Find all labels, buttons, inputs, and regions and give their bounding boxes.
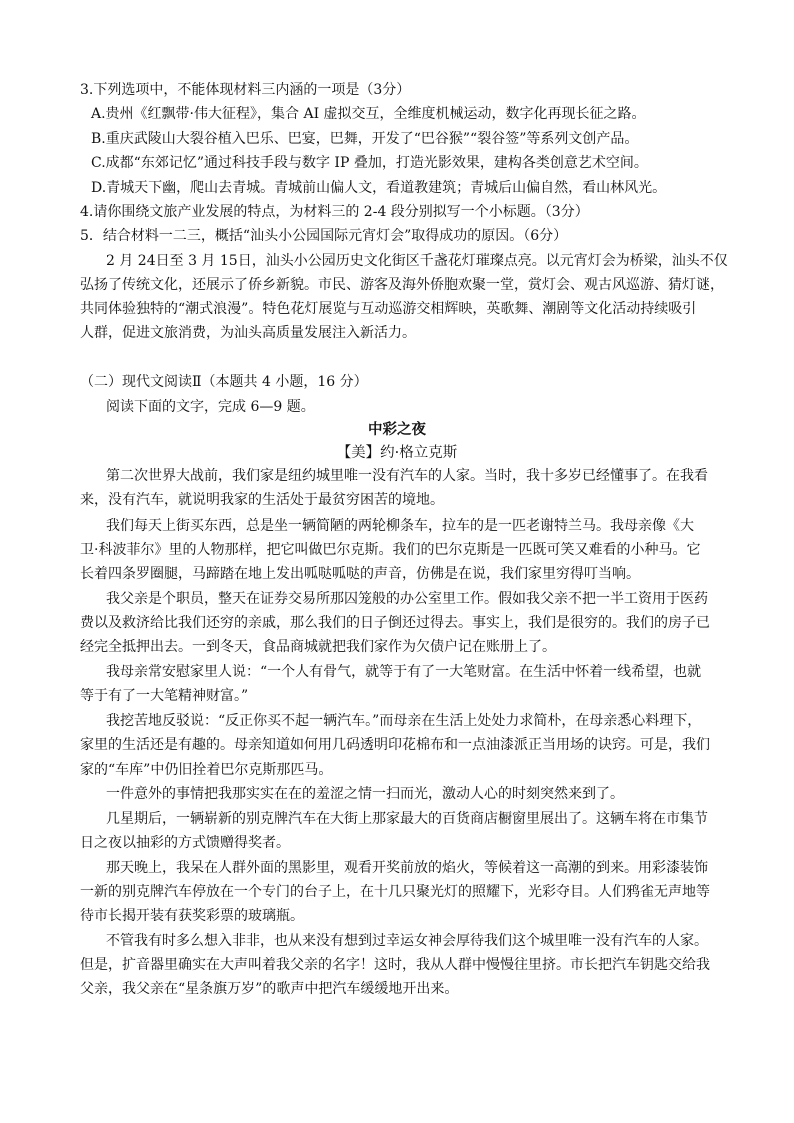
story-line: 不管我有时多么想入非非，也从来没有想到过幸运女神会厚待我们这个城里唯一没有汽车的人家。 (106, 933, 708, 949)
story-line: 那天晚上，我呆在人群外面的黑影里，观看开奖前放的焰火，等候着这一高潮的到来。用彩漆装饰 (106, 860, 708, 876)
story-line: 父亲，我父亲在“星条旗万岁”的歌声中把汽车缓缓地开出来。 (80, 981, 459, 997)
story-line: 经完全抵押出去。一到冬天，食品商城就把我们家作为欠债户记在账册上了。 (80, 639, 556, 655)
story-line: 我挖苦地反驳说：“反正你买不起一辆汽车。”而母亲在生活上处处力求简朴，在母亲悉心料理下， (106, 713, 702, 729)
question-3-option-c: C.成都“东郊记忆”通过科技手段与数字 IP 叠加，打造光影效果，建构各类创意艺术空间。 (91, 155, 648, 171)
question-3-option-d: D.青城天下幽，爬山去青城。青城前山偏人文，看道教建筑；青城后山偏自然，看山林风光。 (91, 180, 667, 196)
question-5-passage-line: 弘扬了传统文化，还展示了侨乡新貌。市民、游客及海外侨胞欢聚一堂，赏灯会、观古风巡游、猜灯谜， (80, 277, 724, 293)
story-line: 家的“车库”中仍旧拴着巴尔克斯那匹马。 (80, 762, 333, 778)
question-3-option-a: A.贵州《红飘带·伟大征程》，集合 AI 虚拟交互，全维度机械运动，数字化再现长征之路。 (91, 106, 646, 122)
story-title: 中彩之夜 (368, 421, 426, 438)
story-line: 我父亲是个职员，整天在证券交易所那囚笼般的办公室里工作。假如我父亲不把一半工资用于医药 (106, 591, 708, 607)
story-line: 我母亲常安慰家里人说：“一个人有骨气，就等于有了一大笔财富。在生活中怀着一线希望，也就 (106, 664, 702, 680)
story-line: 卫·科波菲尔》里的人物那样，把它叫做巴尔克斯。我们的巴尔克斯是一匹既可笑又难看的小种马。它 (80, 542, 701, 558)
story-line: 来，没有汽车，就说明我家的生活处于最贫穷困苦的境地。 (80, 492, 444, 508)
question-5: 5．结合材料一二三，概括“汕头小公园国际元宵灯会”取得成功的原因。（6分） (80, 228, 568, 244)
story-line: 几星期后，一辆崭新的别克牌汽车在大街上那家最大的百货商店橱窗里展出了。这辆车将在市集节 (106, 811, 708, 827)
question-3-stem: 3.下列选项中，不能体现材料三内涵的一项是（3分） (80, 82, 411, 98)
story-line: 长着四条罗圈腿，马蹄踏在地上发出呱哒呱哒的声音，仿佛是在说，我们家里穷得叮当响。 (80, 566, 640, 582)
story-line: 等于有了一大笔精神财富。” (80, 688, 249, 704)
story-line: 第二次世界大战前，我们家是纽约城里唯一没有汽车的人家。当时，我十多岁已经懂事了。在我看 (106, 468, 708, 484)
story-line: 家里的生活还是有趣的。母亲知道如何用几码透明印花棉布和一点油漆派正当用场的诀窍。可是，我们 (80, 737, 710, 753)
story-line: 费以及救济给比我们还穷的亲戚，那么我们的日子倒还过得去。事实上，我们是很穷的。我们的房子已 (80, 615, 710, 631)
story-line: 我们每天上街买东西，总是坐一辆简陋的两轮柳条车，拉车的是一匹老谢特兰马。我母亲像《大 (106, 518, 694, 534)
story-author: 【美】约·格立克斯 (336, 445, 458, 461)
question-4: 4.请你围绕文旅产业发展的特点，为材料三的 2-4 段分别拟写一个小标题。（3分） (80, 204, 589, 220)
question-5-passage-line: 共同体验独特的“潮式浪漫”。特色花灯展览与互动巡游交相辉映，英歌舞、潮剧等文化活动持续吸引 (80, 301, 697, 317)
story-line: 一件意外的事情把我那实实在在的羞涩之情一扫而光，激动人心的时刻突然来到了。 (106, 786, 624, 802)
question-5-passage-line: 人群，促进文旅消费，为汕头高质量发展注入新活力。 (80, 325, 416, 341)
section-instruction: 阅读下面的文字，完成 6—9 题。 (106, 399, 315, 415)
section-heading: （二）现代文阅读Ⅱ（本题共 4 小题，16 分） (80, 374, 368, 390)
story-line: 但是，扩音器里确实在大声叫着我父亲的名字！这时，我从人群中慢慢往里挤。市长把汽车钥匙交给我 (80, 957, 710, 973)
story-line: 日之夜以抽彩的方式馈赠得奖者。 (80, 835, 290, 851)
story-line: 待市长揭开装有获奖彩票的玻璃瓶。 (80, 908, 304, 924)
story-line: 一新的别克牌汽车停放在一个专门的台子上，在十几只聚光灯的照耀下，光彩夺目。人们鸦雀无声地等 (80, 884, 710, 900)
question-5-passage-line: 2 月 24日至 3 月 15日，汕头小公园历史文化街区千盏花灯璀璨点亮。以元宵灯会为桥梁，汕头不仅 (106, 253, 728, 269)
question-3-option-b: B.重庆武陵山大裂谷植入巴乐、巴宴，巴舞，开发了“巴谷猴”“裂谷签”等系列文创产品。 (91, 131, 639, 147)
